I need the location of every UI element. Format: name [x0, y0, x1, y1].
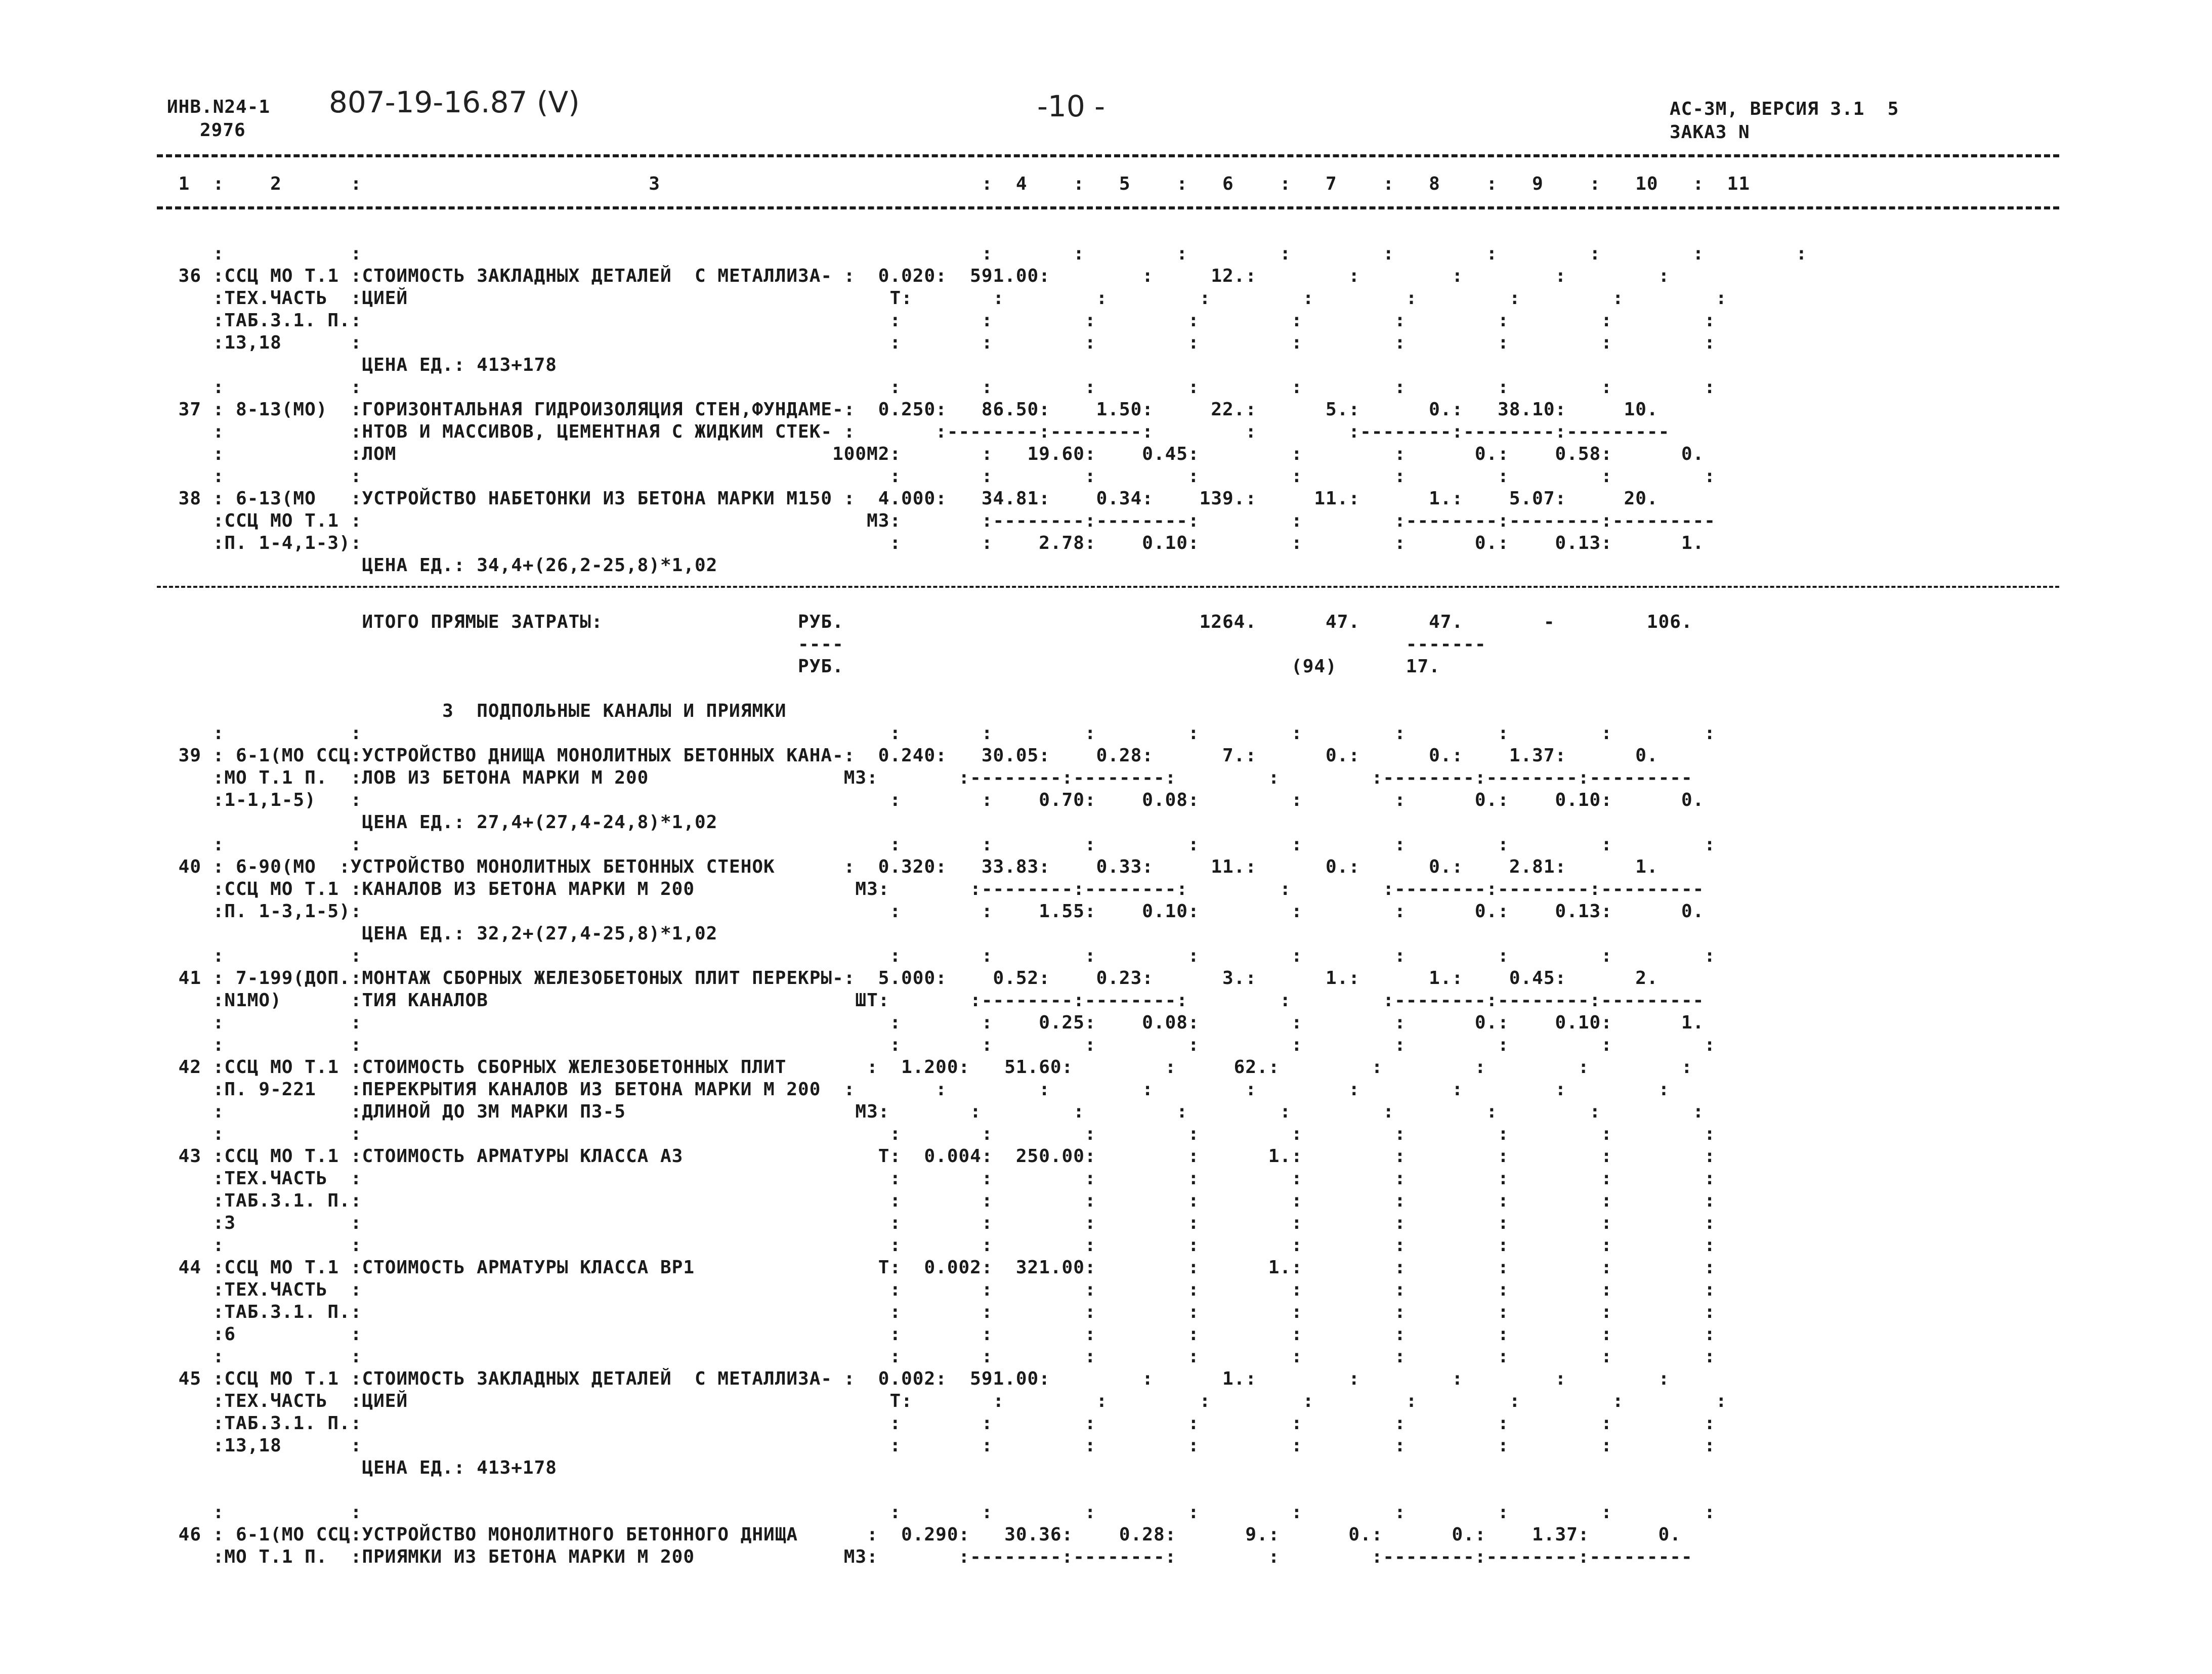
estimate-line: ---- -------	[167, 634, 1486, 655]
estimate-line: 40 : 6-90(МО :УСТРОЙСТВО МОНОЛИТНЫХ БЕТОННЫХ СТЕНОК : 0.320: 33.83: 0.33: 11.: 0.: 0.: 2.81: 1.	[167, 856, 1658, 877]
estimate-line: : :ДЛИНОЙ ДО 3М МАРКИ П3-5 М3: : : : : : : : :	[167, 1101, 1705, 1122]
estimate-line: ЦЕНА ЕД.: 413+178	[167, 355, 557, 375]
estimate-line: : : : : : : : : : : :	[167, 1035, 1716, 1055]
estimate-line: :13,18 : : : : : : : : : :	[167, 332, 1716, 353]
estimate-line: :ТЕХ.ЧАСТЬ : : : : : : : : : :	[167, 1279, 1716, 1300]
estimate-line: 46 : 6-1(МО ССЦ:УСТРОЙСТВО МОНОЛИТНОГО БЕТОННОГО ДНИЩА : 0.290: 30.36: 0.28: 9.: 0.: 0.: 1.37: 0.	[167, 1524, 1681, 1545]
order-number: ЗАКАЗ N	[1670, 122, 1750, 143]
estimate-line: :ТАБ.3.1. П.: : : : : : : : : :	[167, 310, 1716, 331]
estimate-line: 39 : 6-1(МО ССЦ:УСТРОЙСТВО ДНИЩА МОНОЛИТНЫХ БЕТОННЫХ КАНА-: 0.240: 30.05: 0.28: 7.: 0.: 0.: 1.37: 0.	[167, 745, 1658, 766]
estimate-line: :ТЕХ.ЧАСТЬ :ЦИЕЙ Т: : : : : : : : :	[167, 288, 1727, 309]
estimate-line: ЦЕНА ЕД.: 413+178	[167, 1457, 557, 1478]
estimate-line: 3 ПОДПОЛЬНЫЕ КАНАЛЫ И ПРИЯМКИ	[167, 701, 787, 721]
estimate-line: 43 :ССЦ МО Т.1 :СТОИМОСТЬ АРМАТУРЫ КЛАССА А3 Т: 0.004: 250.00: : 1.: : : : :	[167, 1146, 1716, 1167]
estimate-line: :13,18 : : : : : : : : : :	[167, 1435, 1716, 1456]
estimate-line: :МО Т.1 П. :ПРИЯМКИ ИЗ БЕТОНА МАРКИ М 200 М3: :--------:--------: : :--------:--------:---------	[167, 1547, 1693, 1567]
estimate-line: : : : : : : : : : : :	[167, 834, 1716, 855]
estimate-line: : : : : : : : : : : :	[167, 723, 1716, 744]
estimate-line: :П. 9-221 :ПЕРЕКРЫТИЯ КАНАЛОВ ИЗ БЕТОНА МАРКИ М 200 : : : : : : : : :	[167, 1079, 1670, 1100]
inventory-label: ИНВ.N24-1	[167, 97, 271, 117]
estimate-line: :ТЕХ.ЧАСТЬ :ЦИЕЙ Т: : : : : : : : :	[167, 1391, 1727, 1411]
estimate-line: : : : : : : : : : : :	[167, 946, 1716, 966]
estimate-line: : :ЛОМ 100М2: : 19.60: 0.45: : : 0.: 0.58: 0.	[167, 444, 1705, 464]
estimate-line: : : : : : : : : : : :	[167, 1235, 1716, 1256]
estimate-line: : : : : : : : : : : :	[167, 1346, 1716, 1367]
estimate-line: ЦЕНА ЕД.: 27,4+(27,4-24,8)*1,02	[167, 812, 718, 833]
estimate-line: :3 : : : : : : : : : :	[167, 1213, 1716, 1233]
estimate-line: 37 : 8-13(МО) :ГОРИЗОНТАЛЬНАЯ ГИДРОИЗОЛЯЦИЯ СТЕН,ФУНДАМЕ-: 0.250: 86.50: 1.50: 22.: 5.: 0.: 38.10: 10.	[167, 399, 1658, 420]
totals-rule	[157, 586, 2059, 588]
estimate-line: :ССЦ МО Т.1 :КАНАЛОВ ИЗ БЕТОНА МАРКИ М 200 М3: :--------:--------: : :--------:--------:---------	[167, 879, 1705, 899]
estimate-line: :ТАБ.3.1. П.: : : : : : : : : :	[167, 1190, 1716, 1211]
estimate-line: ЦЕНА ЕД.: 34,4+(26,2-25,8)*1,02	[167, 555, 718, 576]
estimate-line: ЦЕНА ЕД.: 32,2+(27,4-25,8)*1,02	[167, 923, 718, 944]
program-version: АС-3М, ВЕРСИЯ 3.1 5	[1670, 99, 1899, 119]
estimate-line: :П. 1-4,1-3): : : 2.78: 0.10: : : 0.: 0.13: 1.	[167, 533, 1705, 553]
estimate-line: :ТАБ.3.1. П.: : : : : : : : : :	[167, 1413, 1716, 1434]
estimate-line: :ТАБ.3.1. П.: : : : : : : : : :	[167, 1302, 1716, 1322]
estimate-line: :ТЕХ.ЧАСТЬ : : : : : : : : : :	[167, 1168, 1716, 1189]
estimate-line: : : : : : : : : : : :	[167, 243, 1808, 264]
handwritten-project-code: 807-19-16.87 (V)	[329, 85, 580, 119]
header-rule-top	[157, 154, 2059, 157]
estimate-line: 41 : 7-199(ДОП.:МОНТАЖ СБОРНЫХ ЖЕЛЕЗОБЕТОНЫХ ПЛИТ ПЕРЕКРЫ-: 5.000: 0.52: 0.23: 3.: 1.: 1.: 0.45: 2.	[167, 968, 1658, 989]
estimate-line: : : : : : : : : : : :	[167, 1502, 1716, 1523]
estimate-line: 42 :ССЦ МО Т.1 :СТОИМОСТЬ СБОРНЫХ ЖЕЛЕЗОБЕТОННЫХ ПЛИТ : 1.200: 51.60: : 62.: : : : :	[167, 1057, 1693, 1078]
estimate-line: : : : : 0.25: 0.08: : : 0.: 0.10: 1.	[167, 1012, 1705, 1033]
header-rule-bottom	[157, 206, 2059, 209]
estimate-line: 36 :ССЦ МО Т.1 :СТОИМОСТЬ ЗАКЛАДНЫХ ДЕТАЛЕЙ С МЕТАЛЛИЗА- : 0.020: 591.00: : 12.: : : : :	[167, 266, 1670, 286]
estimate-line: : :НТОВ И МАССИВОВ, ЦЕМЕНТНАЯ С ЖИДКИМ СТЕК- : :--------:--------: : :--------:--------:---------	[167, 421, 1670, 442]
estimate-line: :ССЦ МО Т.1 : М3: :--------:--------: : :--------:--------:---------	[167, 510, 1716, 531]
estimate-line: 45 :ССЦ МО Т.1 :СТОИМОСТЬ ЗАКЛАДНЫХ ДЕТАЛЕЙ С МЕТАЛЛИЗА- : 0.002: 591.00: : 1.: : : : :	[167, 1368, 1670, 1389]
estimate-line: 44 :ССЦ МО Т.1 :СТОИМОСТЬ АРМАТУРЫ КЛАССА ВР1 Т: 0.002: 321.00: : 1.: : : : :	[167, 1257, 1716, 1278]
estimate-line: : : : : : : : : : : :	[167, 1124, 1716, 1144]
estimate-line: 38 : 6-13(МО :УСТРОЙСТВО НАБЕТОНКИ ИЗ БЕТОНА МАРКИ М150 : 4.000: 34.81: 0.34: 139.: 11.: 1.: 5.07: 20.	[167, 488, 1658, 509]
estimate-line: :6 : : : : : : : : : :	[167, 1324, 1716, 1345]
column-header: 1 : 2 : 3 : 4 : 5 : 6 : 7 : 8 : 9 : 10 : 11	[167, 174, 1750, 194]
estimate-line: : : : : : : : : : : :	[167, 377, 1716, 398]
estimate-line: :П. 1-3,1-5): : : 1.55: 0.10: : : 0.: 0.13: 0.	[167, 901, 1705, 922]
page-number: -10 -	[1037, 89, 1105, 123]
estimate-line: :N1МО) :ТИЯ КАНАЛОВ ШТ: :--------:--------: : :--------:--------:---------	[167, 990, 1705, 1011]
estimate-line: :1-1,1-5) : : : 0.70: 0.08: : : 0.: 0.10: 0.	[167, 790, 1705, 810]
estimate-line: РУБ. (94) 17.	[167, 656, 1440, 677]
inventory-number: 2976	[200, 120, 246, 141]
estimate-line: : : : : : : : : : : :	[167, 466, 1716, 487]
estimate-line: :МО Т.1 П. :ЛОВ ИЗ БЕТОНА МАРКИ М 200 М3: :--------:--------: : :--------:--------:---------	[167, 767, 1693, 788]
estimate-line: ИТОГО ПРЯМЫЕ ЗАТРАТЫ: РУБ. 1264. 47. 47. - 106.	[167, 612, 1693, 632]
